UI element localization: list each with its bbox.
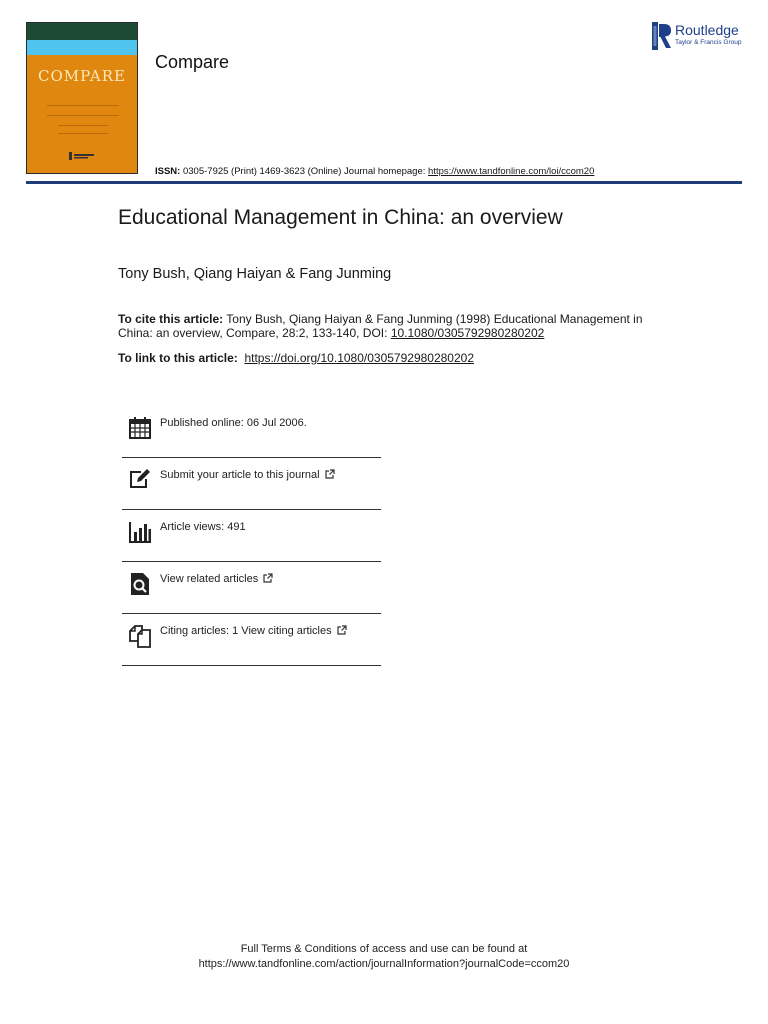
- journal-homepage-link[interactable]: https://www.tandfonline.com/loi/ccom20: [428, 166, 595, 177]
- routledge-logo[interactable]: [652, 22, 752, 50]
- cover-title: COMPARE: [38, 67, 126, 85]
- article-doi-url[interactable]: https://doi.org/10.1080/0305792980280202: [244, 351, 475, 365]
- cover-top-band: [27, 23, 137, 40]
- citing-articles-item[interactable]: [122, 614, 381, 666]
- terms-footer: [0, 942, 768, 972]
- cite-doi-link[interactable]: 10.1080/0305792980280202: [390, 326, 545, 340]
- search-document-icon: [128, 572, 152, 596]
- article-views-text: Article views: 491: [160, 521, 246, 533]
- submit-article-link[interactable]: [160, 469, 335, 481]
- cover-rule: [47, 115, 119, 116]
- article-views-item: [122, 510, 381, 562]
- publisher-tagline: Taylor & Francis Group: [675, 39, 742, 46]
- article-link-line: [118, 351, 474, 365]
- journal-name: Compare: [155, 52, 230, 72]
- external-link-icon: [325, 469, 335, 479]
- issn-line: [155, 166, 594, 177]
- related-articles-link[interactable]: [160, 573, 273, 585]
- journal-cover-image: [26, 22, 138, 174]
- calendar-icon: [128, 416, 152, 440]
- cover-rule: [47, 105, 119, 106]
- citing-articles-link[interactable]: [160, 625, 347, 637]
- cite-text: Tony Bush, Qiang Haiyan & Fang Junming (1998) Educational Management in China: an overview, Compare, 28:2, 133-140, DOI:: [118, 312, 643, 340]
- article-info-list: [122, 406, 381, 666]
- article-title: Educational Management in China: an overview: [118, 206, 563, 229]
- cite-label: To cite this article:: [118, 312, 224, 326]
- citing-articles-text: Citing articles: 1 View citing articles: [160, 625, 332, 637]
- external-link-icon: [337, 625, 347, 635]
- article-authors: Tony Bush, Qiang Haiyan & Fang Junming: [118, 266, 392, 282]
- publisher-brand: Routledge: [675, 22, 739, 38]
- header-divider: [26, 181, 742, 184]
- cover-rule: [58, 133, 108, 134]
- footer-terms-url[interactable]: https://www.tandfonline.com/action/journalInformation?journalCode=ccom20: [198, 958, 570, 970]
- edit-icon: [128, 468, 152, 492]
- related-articles-text: View related articles: [160, 573, 259, 585]
- issn-text: 0305-7925 (Print) 1469-3623 (Online) Journal homepage:: [182, 166, 426, 177]
- related-articles-item[interactable]: [122, 562, 381, 614]
- submit-article-item[interactable]: [122, 458, 381, 510]
- copy-documents-icon: [128, 624, 152, 648]
- citation-block: [118, 312, 658, 340]
- submit-article-text: Submit your article to this journal: [160, 469, 320, 481]
- routledge-r-icon: [652, 22, 672, 50]
- published-online-text: Published online: 06 Jul 2006.: [160, 417, 307, 429]
- cover-rule: [58, 125, 108, 126]
- cover-blue-band: [27, 40, 137, 55]
- bar-chart-icon: [128, 520, 152, 544]
- cover-publisher-logo: [69, 151, 95, 161]
- external-link-icon: [263, 573, 273, 583]
- link-label: To link to this article:: [118, 351, 238, 365]
- footer-line-1: Full Terms & Conditions of access and use can be found at: [240, 943, 528, 955]
- issn-label: ISSN:: [155, 166, 181, 177]
- published-online-item: [122, 406, 381, 458]
